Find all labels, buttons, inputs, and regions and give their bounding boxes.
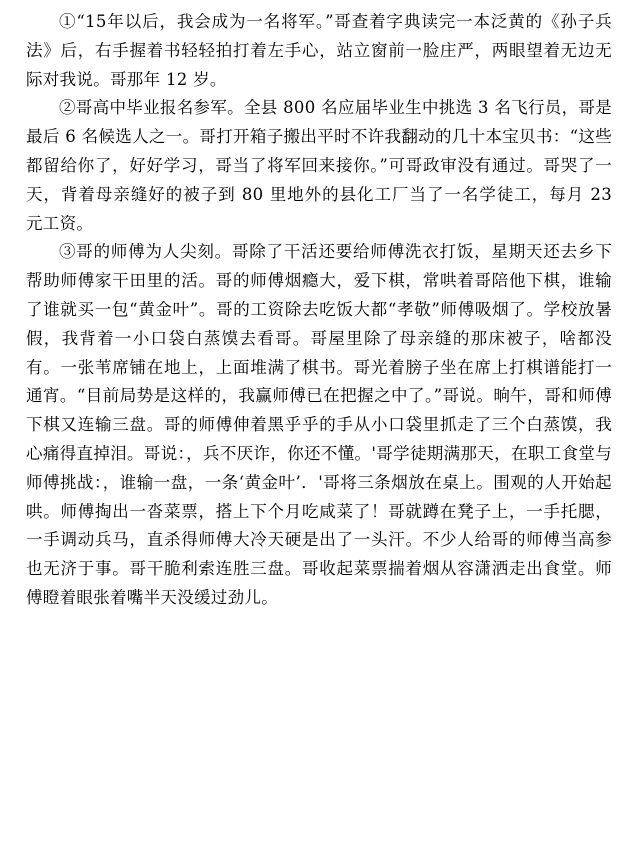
paragraph-3: ③哥的师傅为人尖刻。哥除了干活还要给师傅洗衣打饭，星期天还去乡下帮助师傅家干田里的活。哥的师傅烟瘾大，爱下棋，常哄着哥陪他下棋，谁输了谁就买一包“黄金叶”。哥的工资除去吃饭大都“孝敬”师傅吸烟了。学校放暑假，我背着一小口袋白蒸馍去看哥。哥屋里除了母亲缝的那床被子，啥都没有。一张苇席铺在地上，上面堆满了棋书。哥光着膀子坐在席上打棋谱能打一通宵。“目前局势是这样的，我赢师傅已在把握之中了。”哥说。晌午，哥和师傅下棋又连输三盘。哥的师傅伸着黑乎乎的手从小口袋里抓走了三个白蒸馍，我心痛得直掉泪。哥说：，兵不厌诈，你还不懂。'哥学徒期满那天，在职工食堂与师傅挑战：，谁输一盘，一条‘黄金叶’．'哥将三条烟放在桌上。围观的人开始起哄。师傅掏出一沓菜票，搭上下个月吃咸菜了！哥就蹲在凳子上，一手托腮，一手调动兵马，直杀得师傅大冷天硬是出了一头汗。不少人给哥的师傅当高参也无济于事。哥干脆利索连胜三盘。哥收起菜票揣着烟从容潇洒走出食堂。师傅瞪着眼张着嘴半天没缓过劲儿。: [26, 242, 612, 607]
paragraph-2: ②哥高中毕业报名参军。全县 800 名应届毕业生中挑选 3 名飞行员，哥是最后 6 名候选人之一。哥打开箱子搬出平时不许我翻动的几十本宝贝书：“这些都留给你了，好好学习，哥当了将军回来接你。”可哥政审没有通过。哥哭了一天，背着母亲缝好的被子到 80 里地外的县化工厂当了一名学徒工，每月 23 元工资。: [26, 98, 612, 233]
paragraph-1: ①“15年以后，我会成为一名将军。”哥查着字典读完一本泛黄的《孙子兵法》后，右手握着书轻轻拍打着左手心，站立窗前一脸庄严，两眼望着无边无际对我说。哥那年 12 岁。: [26, 12, 612, 89]
document-body: [26, 8, 612, 613]
